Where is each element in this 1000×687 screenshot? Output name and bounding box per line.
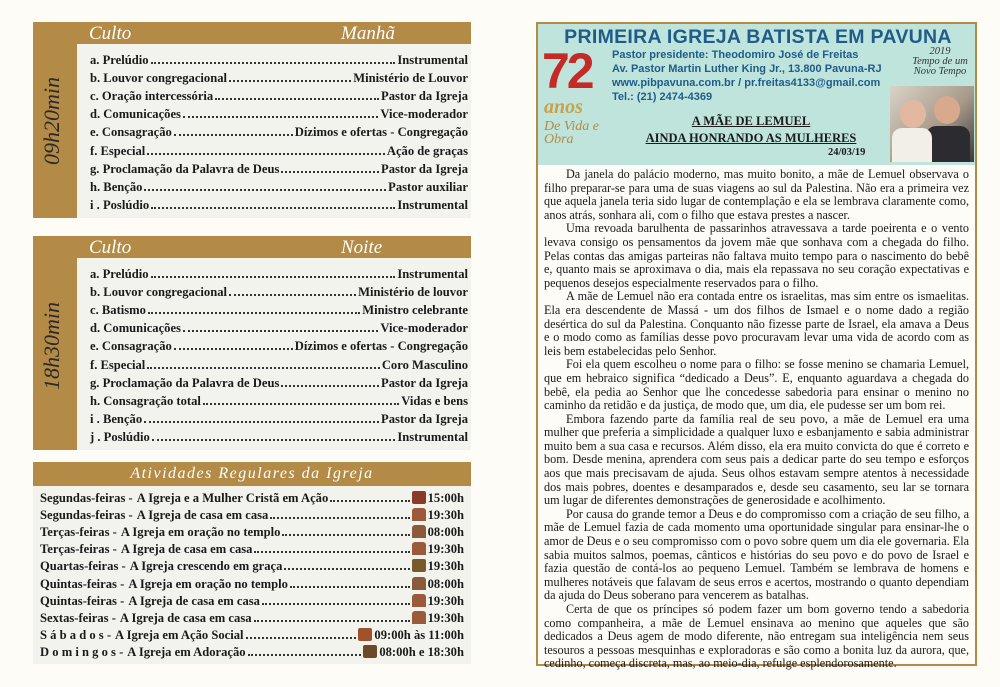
program-item — [90, 141, 468, 159]
program-item — [90, 86, 468, 104]
program-item-label: a. Prelúdio — [90, 267, 149, 281]
program-item-responsible: Instrumental — [397, 197, 468, 212]
article-paragraph: Da janela do palácio moderno, mas muito bonito, a mãe de Lemuel observava o filho preparar-se para uma de suas viagens ao sul da Palestina. Não era a primeira vez que aquela janela teria sido lugar de contemplação e ela se lembrava claramente como, anos atrás, sonhara ali, com o filho que estava prestes a nascer. — [544, 167, 969, 222]
program-item-label: d. Comunicações — [90, 107, 181, 122]
article-title-line2: AINDA HONRANDO AS MULHERES — [645, 131, 857, 145]
program-item-label: i . Benção — [90, 411, 143, 426]
activity-description: A Igreja de casa em casa — [120, 542, 253, 557]
program-item-responsible: Coro Masculino — [381, 357, 468, 372]
program-item-label: f. Especial — [90, 143, 146, 158]
dotted-leader — [183, 116, 378, 118]
program-item-label: d. Comunicações — [90, 321, 181, 336]
article-paragraph: Certa de que os príncipes só podem fazer um bom governo tendo a sabedoria como companheira, a mãe de Lemuel ensinava ao menino que aqueles que são dedicados a Deus agem de modo diferente, não entregam sua inteligência nem seus tesouros a pessoas mesquinhas e exploradoras e são como a bonita luz da aurora, que, cedinho, começa discreta, mas, ao meio-dia, refulge esplendorosamente. — [544, 602, 969, 671]
morning-header-right: Manhã — [341, 23, 395, 44]
program-item-label: a. Prelúdio — [90, 53, 149, 67]
program-item-responsible: Vice-moderador — [380, 321, 468, 336]
program-item — [90, 318, 468, 336]
motto — [910, 47, 970, 77]
evening-header-right: Noite — [341, 237, 383, 258]
activity-day: Quintas-feiras - — [40, 576, 125, 591]
activity-description: A Igreja de casa em casa — [136, 508, 269, 523]
activity-item — [40, 643, 464, 660]
program-item-label: g. Proclamação da Palavra de Deus — [90, 161, 280, 176]
program-item-label: b. Louvor congregacional — [90, 71, 228, 86]
dotted-leader — [147, 153, 385, 155]
article-date: 24/03/19 — [828, 147, 866, 158]
dotted-leader — [254, 620, 410, 622]
article-paragraph: Foi ela quem escolheu o nome para o filho: se fosse menino se chamaria Lemuel, que em hebraico significa “dedicado a Deus”. E, enquanto aguardava a chegada do bebê, ela pedia ao Senhor que lhe concedesse sabedoria para ensinar o menino no caminho da retidão e da justiça, de modo que, um dia, ele pudesse ser um bom rei. — [544, 357, 969, 413]
program-item-label: e. Consagração — [90, 339, 172, 354]
activity-description: A Igreja de casa em casa — [119, 610, 252, 625]
person-right-photo — [934, 96, 960, 124]
program-item-label: g. Proclamação da Palavra de Deus — [90, 375, 280, 390]
dotted-leader — [262, 603, 410, 605]
activity-description: A Igreja em Ação Social — [115, 627, 244, 642]
activity-time: 19:30h — [427, 559, 464, 574]
house-icon — [412, 611, 426, 624]
dotted-leader — [203, 403, 399, 405]
church-name: PRIMEIRA IGREJA BATISTA EM PAVUNA — [564, 26, 952, 48]
pastor-line: Pastor presidente: Theodomiro José de Freitas — [612, 49, 859, 61]
web-line: www.pibpavuna.com.br / pr.freitas4133@gmail.com — [612, 77, 881, 89]
program-item-label: c. Batismo — [90, 303, 146, 318]
program-item — [90, 50, 468, 68]
dotted-leader — [174, 134, 293, 136]
program-item — [90, 159, 468, 177]
program-item-label: c. Oração intercessória — [90, 89, 214, 104]
dotted-leader — [151, 62, 396, 64]
motto-year: 2019 — [929, 46, 951, 57]
program-item-responsible: Ministério de louvor — [358, 285, 468, 300]
program-item-label: h. Consagração total — [90, 393, 201, 408]
house-icon — [412, 508, 426, 521]
activity-time: 19:30h — [427, 610, 464, 625]
program-item-responsible: Ministério de Louvor — [353, 71, 468, 86]
program-item-label: i . Poslúdio — [90, 197, 150, 212]
activity-day: Quartas-feiras - — [40, 559, 126, 574]
program-item-responsible: Vice-moderador — [380, 107, 468, 122]
program-item-responsible: Pastor auxiliar — [388, 179, 468, 194]
program-item-responsible: Instrumental — [397, 53, 468, 67]
activity-day: Quintas-feiras - — [40, 593, 125, 608]
program-item-label: e. Consagração — [90, 125, 172, 140]
activity-time: 09:00h às 11:00h — [374, 627, 464, 642]
church-icon — [412, 577, 426, 590]
pastor-couple-photo — [890, 86, 974, 162]
program-item — [90, 195, 468, 213]
person-left-blouse — [892, 128, 932, 162]
program-item — [90, 68, 468, 86]
bulletin-right-page — [536, 22, 977, 671]
evening-header — [77, 236, 471, 258]
bible-icon — [412, 559, 426, 572]
activity-time: 19:30h — [427, 508, 464, 523]
program-item — [90, 391, 468, 409]
hands-icon — [358, 628, 372, 641]
activity-item — [40, 626, 464, 643]
program-item — [90, 355, 468, 373]
activity-description: A Igreja e a Mulher Cristã em Ação — [136, 491, 329, 505]
dotted-leader — [174, 348, 293, 350]
phone-line: Tel.: (21) 2474-4369 — [612, 91, 713, 103]
person-left-photo — [900, 100, 926, 128]
church-icon — [412, 525, 426, 538]
person-right-suit — [926, 126, 970, 162]
dotted-leader — [144, 421, 379, 423]
activity-description: A Igreja em oração no templo — [128, 576, 288, 591]
program-item — [90, 409, 468, 427]
program-item — [90, 336, 468, 354]
program-item — [90, 177, 468, 195]
activity-item — [40, 557, 464, 574]
program-item-label: b. Louvor congregacional — [90, 285, 228, 300]
program-item-responsible: Dízimos e ofertas - Congregação — [294, 339, 468, 354]
program-item — [90, 264, 468, 282]
dotted-leader — [281, 171, 379, 173]
activity-item — [40, 506, 464, 523]
program-item — [90, 122, 468, 140]
program-item — [90, 427, 468, 445]
program-item-responsible: Pastor da Igreja — [381, 411, 468, 426]
article-paragraph: A mãe de Lemuel não era contada entre os israelitas, mas sim entre os ismaelitas. Ela era descendente de Massá - um dos filhos de Ismael e o nome dado a região desértica do sul da Palestina. Conquanto não fizesse parte de Israel, ela amava a Deus e o modo como as famílias desse povo procuravam levar uma vida de acordo com as leis bem estabelecidas pelo Senhor. — [544, 289, 969, 358]
program-item-responsible: Instrumental — [397, 429, 468, 444]
masthead — [538, 24, 975, 165]
morning-header — [77, 22, 471, 44]
activity-day: S á b a d o s - — [40, 627, 112, 642]
activity-day: Terças-feiras - — [40, 525, 117, 540]
article-paragraph: Uma revoada barulhenta de passarinhos atravessava a tarde poeirenta e o vento levava consigo os pensamentos da jovem mãe que sonhava com a chegada do filho. Pelas contas das amigas parteiras não faltava muito tempo para o nascimento do bebê e, quanto mais se aproximava o dia, mais ela repassava no seu coração expectativas e pequenos desejos especialmente reservados para o filho. — [544, 221, 969, 290]
activity-day: Terças-feiras - — [40, 542, 117, 557]
dotted-leader — [229, 80, 351, 82]
program-item-responsible: Pastor da Igreja — [381, 89, 468, 104]
house-icon — [412, 594, 426, 607]
dotted-leader — [281, 385, 379, 387]
program-item-responsible: Dízimos e ofertas - Congregação — [294, 125, 468, 140]
program-item — [90, 104, 468, 122]
anniversary-tag: De Vida e Obra — [544, 119, 599, 147]
dotted-leader — [148, 312, 360, 314]
program-item-responsible: Instrumental — [397, 267, 468, 281]
activity-description: A Igreja crescendo em graça — [129, 559, 283, 574]
activity-day: Sextas-feiras - — [40, 610, 116, 625]
program-item-label: f. Especial — [90, 357, 146, 372]
activities-header — [33, 462, 471, 486]
dotted-leader — [152, 439, 395, 441]
activity-day: Segundas-feiras - — [40, 491, 133, 505]
program-item-responsible: Pastor da Igreja — [381, 375, 468, 390]
activity-item — [40, 489, 464, 506]
motto-line1: Tempo de um — [912, 56, 968, 67]
activity-description: A Igreja de casa em casa — [128, 593, 260, 608]
activity-description: A Igreja em oração no templo — [120, 525, 281, 540]
anniversary-words: anos — [544, 96, 583, 118]
motto-line2: Novo Tempo — [913, 66, 967, 77]
dotted-leader — [270, 517, 409, 519]
dotted-leader — [147, 367, 380, 369]
program-item — [90, 373, 468, 391]
program-item-responsible: Vidas e bens — [401, 393, 468, 408]
dotted-leader — [290, 586, 410, 588]
activity-day: D o m i n g o s - — [40, 644, 124, 659]
address-line: Av. Pastor Martin Luther King Jr., 13.800 Pavuna-RJ — [612, 63, 882, 75]
activities-title: Atividades Regulares da Igreja — [130, 465, 374, 482]
anniversary-logo — [540, 43, 610, 162]
activity-item — [40, 540, 464, 557]
dotted-leader — [284, 568, 409, 570]
program-item — [90, 300, 468, 318]
woman-icon — [412, 491, 426, 504]
program-item-responsible: Ação de graças — [386, 143, 468, 158]
activity-day: Segundas-feiras - — [40, 508, 133, 523]
morning-time: 09h20min — [39, 77, 64, 165]
activity-item — [40, 575, 464, 592]
worship-icon — [363, 645, 377, 658]
dotted-leader — [282, 534, 409, 536]
dotted-leader — [254, 551, 409, 553]
house-icon — [412, 542, 426, 555]
program-item-responsible: Ministro celebrante — [362, 303, 468, 318]
program-item-label: j . Poslúdio — [90, 429, 150, 444]
activity-description: A Igreja em Adoração — [127, 644, 246, 659]
article-body — [544, 167, 969, 671]
dotted-leader — [248, 654, 362, 656]
evening-time: 18h30min — [39, 302, 64, 390]
activity-time: 15:00h — [427, 491, 464, 505]
dotted-leader — [246, 637, 357, 639]
activity-time: 08:00h — [427, 525, 464, 540]
article-paragraph: Por causa do grande temor a Deus e do compromisso com a criação de seu filho, a mãe de Lemuel fazia de cada momento uma oportunidade singular para ensinar-lhe o amor de Deus e o seu compromisso com o povo sobre quem um dia ele governaria. Ela sabia muitos salmos, poemas, cânticos e histórias do seu povo e do povo de Israel e fazia questão de contá-los ao pequeno Lemuel. Também se lembrava de homens e mulheres notáveis que falavam de seus erros e acertos, mostrando o quanto dependiam da ajuda do Deus soberano para vencerem as batalhas. — [544, 506, 969, 603]
activity-item — [40, 592, 464, 609]
evening-header-left: Culto — [89, 237, 132, 258]
article-paragraph: Embora fazendo parte da família real de seu povo, a mãe de Lemuel era uma mulher que preferia a simplicidade a qualquer luxo e esbanjamento e sabia administrar muito bem a sua casa e recursos. Além disso, ela era muito convicta do que é correto e bom. Desde menina, aprendera com seus pais a dedicar parte do seu tempo e esforços aos que mais precisavam de ajuda. Seus olhos estavam sempre atentos à necessidade dos mais pobres, doentes e desamparados e, desde seu casamento, seu lar se tornara um lugar de diferentes demonstrações de generosidade e acolhimento. — [544, 411, 969, 508]
program-item-label: h. Benção — [90, 179, 143, 194]
anniversary-number: 72 — [542, 43, 592, 99]
dotted-leader — [144, 189, 386, 191]
dotted-leader — [229, 294, 356, 296]
activity-time: 08:00h — [427, 576, 464, 591]
program-item-responsible: Pastor da Igreja — [381, 161, 468, 176]
dotted-leader — [330, 500, 409, 502]
activity-time: 08:00h e 18:30h — [379, 644, 464, 659]
article-title-line1: A MÃE DE LEMUEL — [691, 114, 811, 128]
program-item — [90, 282, 468, 300]
morning-header-left: Culto — [89, 23, 132, 44]
activity-item — [40, 609, 464, 626]
dotted-leader — [215, 98, 379, 100]
activity-time: 19:30h — [427, 542, 464, 557]
activity-time: 19:30h — [427, 593, 464, 608]
dotted-leader — [151, 207, 395, 209]
dotted-leader — [183, 330, 378, 332]
activity-item — [40, 523, 464, 540]
dotted-leader — [151, 276, 396, 278]
